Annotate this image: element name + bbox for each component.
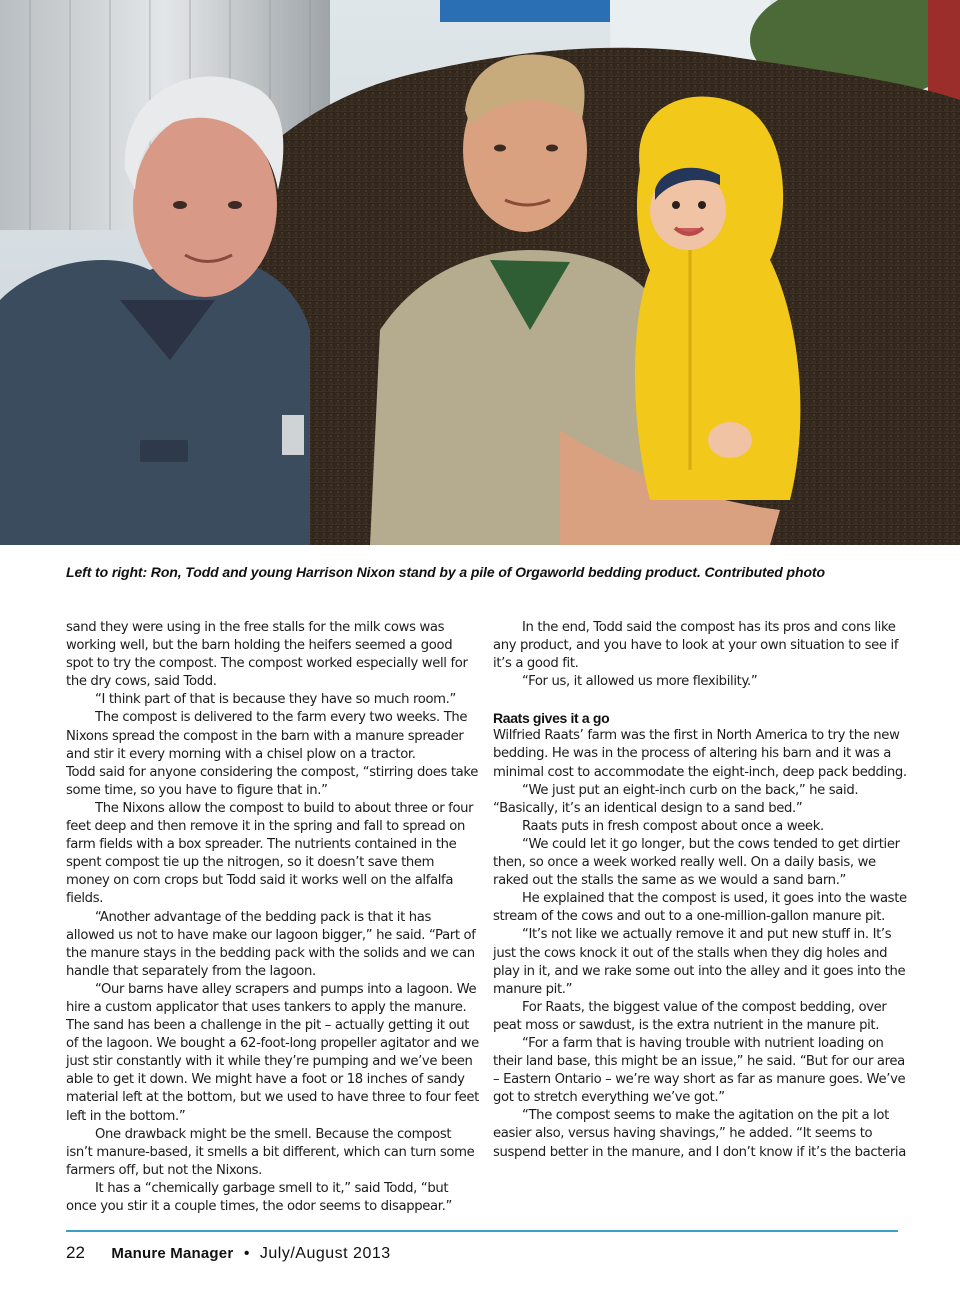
paragraph: “We just put an eight-inch curb on the back,” he said. “Basically, it’s an identical design to a sand bed.” xyxy=(493,782,859,816)
page-number: 22 xyxy=(66,1243,85,1262)
paragraph: He explained that the compost is used, it goes into the waste stream of the cows and out to a one-million-gallon manure pit. xyxy=(493,891,907,925)
paragraph: Wilfried Raats’ farm was the first in North America to try the new bedding. He was in the process of altering his barn and it was a minimal cost to accommodate the eight-inch, deep pack bedding. xyxy=(493,728,907,780)
paragraph: “It’s not like we actually remove it and put new stuff in. It’s just the cows knock it out of the stalls when they dig holes and play in it, and we rake some out into the alley and it goes into the manure pit.” xyxy=(493,927,906,997)
photo-illustration xyxy=(0,0,960,545)
paragraph: “For us, it allowed us more flexibility.” xyxy=(522,674,758,690)
paragraph: “We could let it go longer, but the cows tended to get dirtier then, so once a week worked really well. On a daily basis, we raked out the stalls the same as we would a sand barn.” xyxy=(493,836,900,889)
issue-date: July/August 2013 xyxy=(259,1245,391,1262)
paragraph: One drawback might be the smell. Because the compost isn’t manure-based, it smells a bit different, which can turn some farmers off, but not the Nixons. xyxy=(66,1126,475,1178)
paragraph: sand they were using in the free stalls for the milk cows was working well, but the barn holding the heifers seemed a good spot to try the compost. The compost worked especially well for the dry cows, said Todd. xyxy=(66,620,468,690)
paragraph: “The compost seems to make the agitation on the pit a lot easier also, versus having shavings,” he added. “It seems to suspend better in the manure, and I don’t know if it’s the bacteria xyxy=(493,1108,906,1160)
article-column-left xyxy=(66,619,480,1216)
article-photo xyxy=(0,0,960,545)
paragraph: The compost is delivered to the farm every two weeks. The Nixons spread the compost in the barn with a manure spreader and stir it every morning with a chisel plow on a tractor. xyxy=(66,710,468,762)
article-column-right xyxy=(493,619,907,1162)
paragraph: “For a farm that is having trouble with nutrient loading on their land base, this might be an issue,” he said. “But for our area – Eastern Ontario – we’re way short as far as manure goes. We’ve got to stretch everything we’ve got.” xyxy=(493,1035,906,1106)
section-subheading: Raats gives it a go xyxy=(493,710,610,727)
magazine-name: Manure Manager xyxy=(111,1245,234,1262)
paragraph: In the end, Todd said the compost has its pros and cons like any product, and you have to look at your own situation to see if it’s a good fit. xyxy=(493,620,899,672)
photo-caption: Left to right: Ron, Todd and young Harrison Nixon stand by a pile of Orgaworld bedding product. Contributed photo xyxy=(66,564,825,580)
footer-rule xyxy=(66,1230,898,1232)
page-footer xyxy=(66,1243,391,1265)
paragraph: The Nixons allow the compost to build to about three or four feet deep and then remove it in the spring and fall to spread on farm fields with a box spreader. The nutrients contained in the spent compost tie up the nitrogen, so it doesn’t save them money on corn crops but Todd said it works well on the alfalfa fields. xyxy=(66,800,474,907)
paragraph: “Another advantage of the bedding pack is that it has allowed us not to have make our lagoon bigger,” he said. “Part of the manure stays in the bedding pack with the solids and we can handle that separately from the lagoon. xyxy=(66,909,476,979)
paragraph: It has a “chemically garbage smell to it,” said Todd, “but once you stir it a couple times, the odor seems to disappear.” xyxy=(66,1180,452,1214)
paragraph: Todd said for anyone considering the compost, “stirring does take some time, so you have to figure that in.” xyxy=(66,764,478,798)
paragraph: “I think part of that is because they have so much room.” xyxy=(95,692,456,708)
paragraph: “Our barns have alley scrapers and pumps into a lagoon. We hire a custom applicator that uses tankers to apply the manure. The sand has been a challenge in the pit – actually getting it out of the lagoon. We bought a 62-foot-long propeller agitator and we just stir constantly with it while they’re pumping and we’ve been able to get it down. We might have a foot or 18 inches of sandy material left at the bottom, but we used to have three to four feet left in the bottom.” xyxy=(66,981,479,1124)
paragraph: For Raats, the biggest value of the compost bedding, over peat moss or sawdust, is the extra nutrient in the manure pit. xyxy=(493,999,887,1033)
paragraph: Raats puts in fresh compost about once a week. xyxy=(522,818,824,834)
footer-separator: • xyxy=(243,1245,250,1262)
